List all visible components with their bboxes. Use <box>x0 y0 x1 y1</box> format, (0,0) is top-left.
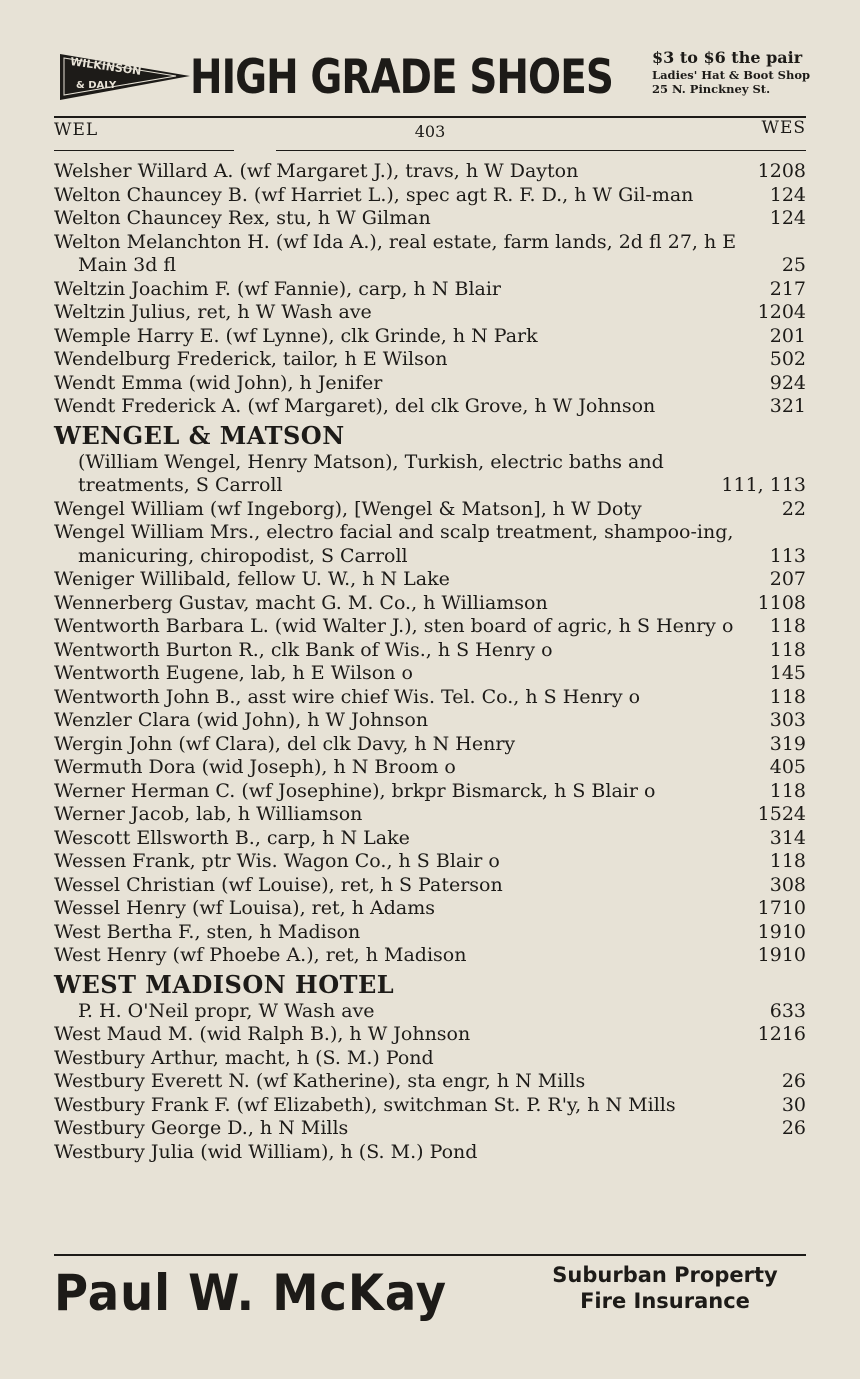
entry-number: 1108 <box>757 591 806 614</box>
listing-entry <box>54 278 806 302</box>
entry-text: West Bertha F., sten, h Madison <box>54 920 361 943</box>
entry-text: Welsher Willard A. (wf Margaret J.), travs, h W Dayton <box>54 160 579 182</box>
listing-entry <box>54 850 806 874</box>
listing-entry <box>54 521 806 568</box>
listing-entry <box>54 348 806 372</box>
running-header <box>54 116 806 152</box>
listing-entry <box>54 827 806 851</box>
entry-number: 1204 <box>757 301 806 323</box>
listing-entry <box>54 592 806 616</box>
entry-text: Welton Melanchton H. (wf Ida A.), real estate, farm lands, 2d fl 27, h E Main 3d fl <box>54 230 737 276</box>
listing-entry <box>54 897 806 921</box>
listing-entry <box>54 1117 806 1141</box>
entry-number: 207 <box>769 568 806 590</box>
bottom-advertisement <box>54 1254 806 1334</box>
listing-entry <box>54 301 806 325</box>
business-number: 111, 113 <box>721 474 806 496</box>
ad-shop: Ladies' Hat & Boot Shop <box>652 68 811 82</box>
ad-address: 25 N. Pinckney St. <box>652 82 771 96</box>
entry-text: Weltzin Julius, ret, h W Wash ave <box>54 301 372 323</box>
listing-entry <box>54 733 806 757</box>
entry-text: Wendelburg Frederick, tailor, h E Wilson <box>54 348 448 370</box>
listing-entry <box>54 709 806 733</box>
ad-details <box>652 48 812 96</box>
ad-price: $3 to $6 the pair <box>652 48 803 67</box>
entry-number: 118 <box>769 779 806 802</box>
service-line-1: Suburban Property <box>552 1263 778 1287</box>
listing-entry <box>54 1070 806 1094</box>
entry-text: Wentworth Eugene, lab, h E Wilson o <box>54 662 413 684</box>
listing-entry <box>54 639 806 663</box>
listing-entry <box>54 498 806 522</box>
listing-entry <box>54 686 806 710</box>
business-detail-text: (William Wengel, Henry Matson), Turkish, electric baths and treatments, S Carroll <box>78 450 664 496</box>
listing-entry <box>54 1047 806 1071</box>
entry-number: 118 <box>769 850 806 872</box>
header-underline-right <box>276 150 806 151</box>
listing-entry <box>54 184 806 208</box>
page-number: 403 <box>414 122 446 141</box>
entry-text: Werner Jacob, lab, h Williamson <box>54 803 363 825</box>
listing-entry <box>54 372 806 396</box>
listing-entry <box>54 568 806 592</box>
listing-entry <box>54 615 806 639</box>
business-number: 633 <box>769 999 806 1022</box>
advertiser-name: Paul W. McKay <box>54 1264 448 1322</box>
entry-number: 1208 <box>757 160 806 182</box>
ad-headline: HIGH GRADE SHOES <box>190 50 613 105</box>
entry-number: 321 <box>769 395 806 417</box>
listing-entry <box>54 1141 806 1165</box>
entry-text: Wengel William (wf Ingeborg), [Wengel & Matson], h W Doty <box>54 497 642 520</box>
entry-number: 30 <box>781 1093 806 1116</box>
listing-entry <box>54 231 806 278</box>
listing-entry <box>54 1094 806 1118</box>
listing-entry <box>54 160 806 184</box>
entry-text: Weniger Willibald, fellow U. W., h N Lake <box>54 568 450 590</box>
entry-text: Wentworth John B., asst wire chief Wis. Tel. Co., h S Henry o <box>54 685 641 708</box>
entry-text: West Henry (wf Phoebe A.), ret, h Madison <box>54 944 467 966</box>
entry-number: 113 <box>769 544 806 567</box>
entry-text: Wendt Emma (wid John), h Jenifer <box>54 371 383 394</box>
entry-number: 924 <box>769 371 806 394</box>
pennant-logo <box>58 52 192 102</box>
listing-entry <box>54 1023 806 1047</box>
business-heading: WEST MADISON HOTEL <box>54 969 395 999</box>
listing-entry <box>54 662 806 686</box>
entry-number: 201 <box>769 324 806 347</box>
entry-text: Westbury Arthur, macht, h (S. M.) Pond <box>54 1046 434 1069</box>
entry-text: Wessel Henry (wf Louisa), ret, h Adams <box>54 897 435 919</box>
entry-text: Wendt Frederick A. (wf Margaret), del clk Grove, h W Johnson <box>54 395 656 417</box>
business-detail <box>54 1000 806 1024</box>
service-line-2: Fire Insurance <box>580 1289 750 1313</box>
business-detail <box>54 451 806 498</box>
directory-listings <box>54 160 806 1164</box>
listing-entry <box>54 780 806 804</box>
entry-number: 314 <box>769 826 806 849</box>
pennant-text-1: WILKINSON <box>69 55 143 78</box>
header-right-guide: WES <box>761 118 806 138</box>
entry-text: Westbury Frank F. (wf Elizabeth), switchman St. P. R'y, h N Mills <box>54 1093 676 1116</box>
entry-text: Wentworth Barbara L. (wid Walter J.), sten board of agric, h S Henry o <box>54 615 734 637</box>
pennant-text-2: & DALY <box>76 80 117 91</box>
entry-number: 502 <box>769 348 806 370</box>
entry-text: Werner Herman C. (wf Josephine), brkpr Bismarck, h S Blair o <box>54 779 656 802</box>
header-underline-left <box>54 150 234 151</box>
listing-entry <box>54 325 806 349</box>
entry-text: Wergin John (wf Clara), del clk Davy, h N Henry <box>54 732 516 755</box>
entry-number: 308 <box>769 873 806 896</box>
listing-entry <box>54 207 806 231</box>
listing-entry <box>54 756 806 780</box>
footer-rule <box>54 1254 806 1256</box>
listing-entry <box>54 874 806 898</box>
business-heading: WENGEL & MATSON <box>54 420 345 450</box>
entry-number: 1710 <box>757 897 806 919</box>
listing-entry <box>54 395 806 419</box>
header-rule <box>54 116 806 118</box>
entry-number: 26 <box>781 1117 806 1139</box>
entry-number: 124 <box>769 183 806 206</box>
entry-number: 319 <box>769 732 806 755</box>
entry-number: 25 <box>781 254 806 276</box>
entry-text: Wemple Harry E. (wf Lynne), clk Grinde, h N Park <box>54 324 538 347</box>
business-detail-text: P. H. O'Neil propr, W Wash ave <box>78 999 375 1022</box>
entry-text: West Maud M. (wid Ralph B.), h W Johnson <box>54 1023 471 1045</box>
entry-number: 405 <box>769 756 806 778</box>
entry-number: 145 <box>769 662 806 684</box>
entry-text: Wenzler Clara (wid John), h W Johnson <box>54 709 429 731</box>
entry-text: Welton Chauncey B. (wf Harriet L.), spec agt R. F. D., h W Gil-man <box>54 183 694 206</box>
entry-text: Wennerberg Gustav, macht G. M. Co., h Williamson <box>54 591 548 614</box>
entry-text: Wessen Frank, ptr Wis. Wagon Co., h S Blair o <box>54 850 500 872</box>
entry-text: Westbury George D., h N Mills <box>54 1117 349 1139</box>
entry-text: Weltzin Joachim F. (wf Fannie), carp, h N Blair <box>54 277 502 300</box>
entry-number: 1910 <box>757 944 806 966</box>
top-advertisement <box>58 44 810 114</box>
entry-text: Wescott Ellsworth B., carp, h N Lake <box>54 826 410 849</box>
entry-number: 217 <box>769 277 806 300</box>
entry-number: 22 <box>781 497 806 520</box>
listing-entry <box>54 944 806 968</box>
entry-number: 118 <box>769 638 806 661</box>
entry-number: 1910 <box>757 920 806 943</box>
entry-text: Wermuth Dora (wid Joseph), h N Broom o <box>54 756 456 778</box>
header-left-guide: WEL <box>54 120 99 140</box>
entry-text: Wessel Christian (wf Louise), ret, h S Paterson <box>54 873 503 896</box>
entry-number: 26 <box>781 1070 806 1092</box>
entry-number: 1216 <box>757 1023 806 1045</box>
entry-number: 118 <box>769 615 806 637</box>
entry-number: 303 <box>769 709 806 731</box>
entry-text: Wentworth Burton R., clk Bank of Wis., h S Henry o <box>54 638 553 661</box>
entry-text: Wengel William Mrs., electro facial and scalp treatment, shampoo-ing, manicuring, chiropodist, S Carroll <box>54 521 734 567</box>
entry-text: Westbury Julia (wid William), h (S. M.) Pond <box>54 1140 478 1163</box>
listing-entry <box>54 803 806 827</box>
advertiser-services <box>524 1262 806 1314</box>
entry-number: 118 <box>769 685 806 708</box>
entry-text: Welton Chauncey Rex, stu, h W Gilman <box>54 207 431 229</box>
entry-number: 124 <box>769 207 806 229</box>
entry-text: Westbury Everett N. (wf Katherine), sta engr, h N Mills <box>54 1070 586 1092</box>
entry-number: 1524 <box>757 803 806 825</box>
listing-entry <box>54 921 806 945</box>
